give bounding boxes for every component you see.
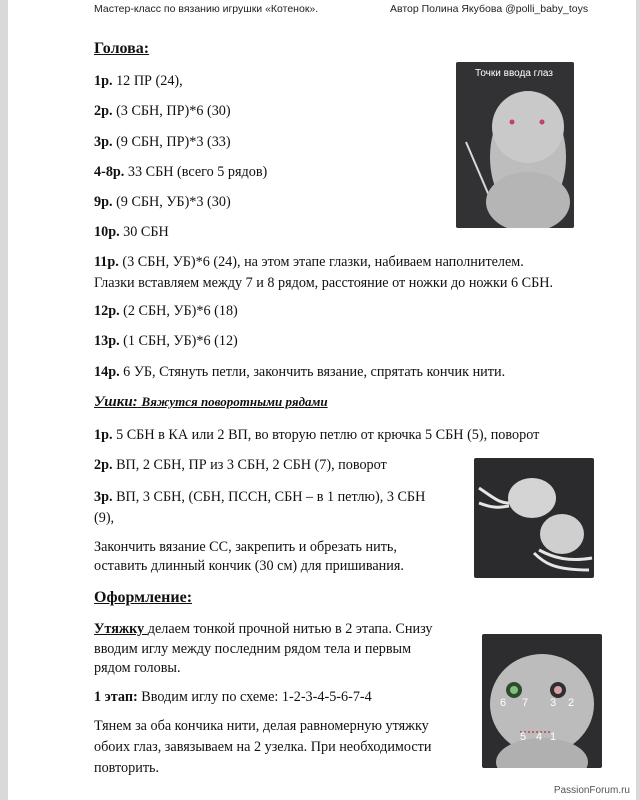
photo-tightening-scheme [482,634,602,768]
head-row-9 [94,191,231,213]
section-title-design: Оформление: [94,589,193,606]
ears-row-2 [94,454,387,476]
section-title-ears [94,394,328,411]
row-text: (3 СБН, ПР)*6 (30) [112,103,231,119]
row-text: Закончить вязание СС, закрепить и обрезать нить, [94,539,397,555]
ears-row-3 [94,486,425,508]
row-num: 10р. [94,224,120,240]
ears-row-1 [94,424,539,446]
row-text: 5 СБН в КА или 2 ВП, во вторую петлю от крючка 5 СБН (5), поворот [112,427,540,443]
stage-text: Вводим иглу по схеме: 1-2-3-4-5-6-7-4 [137,689,372,705]
row-num: 3р. [94,134,113,150]
row-num: 4-8р. [94,164,125,180]
header-right: Автор Полина Якубова @polli_baby_toys [390,3,589,15]
ears-finish-2 [94,555,404,577]
row-num: 9р. [94,194,113,210]
stage-label: 1 этап: [94,689,138,705]
toy-head-image [456,62,574,228]
row-text: (9 СБН, УБ)*3 (30) [112,194,231,210]
design-text: Тянем за оба кончика нити, делая равномерную утяжку [94,718,429,734]
row-num: 14р. [94,364,120,380]
row-text: оставить длинный кончик (30 см) для пришивания. [94,558,404,574]
photo-eye-points [456,62,574,228]
photo-ears [474,458,594,578]
photo-caption: Точки ввода глаз [475,68,553,79]
design-text: повторить. [94,760,160,776]
head-row-14 [94,361,505,383]
design-p1-line3 [94,657,181,679]
design-text: обоих глаз, завязываем на 2 узелка. При необходимости [94,739,432,755]
row-text: (9 СБН, ПР)*3 (33) [112,134,231,150]
design-stage-1 [94,686,372,708]
head-row-3 [94,131,231,153]
design-text: рядом головы. [94,660,181,676]
row-num: 1р. [94,73,113,89]
design-p1-line1 [94,618,432,640]
design-text: вводим иглу между последним рядом тела и первым [94,641,412,657]
row-num: 12р. [94,303,120,319]
ears-row-3-cont [94,507,114,529]
row-text: 6 УБ, Стянуть петли, закончить вязание, спрятать кончик нити. [119,364,506,380]
row-text: 33 СБН (всего 5 рядов) [124,164,268,180]
ears-image [474,458,594,578]
scheme-label-6: 6 [500,697,507,709]
head-row-12 [94,300,238,322]
row-text: (2 СБН, УБ)*6 (18) [119,303,238,319]
section-title-head: Голова: [94,40,150,57]
scheme-label-7: 7 [522,697,529,709]
row-text: 12 ПР (24), [112,73,183,89]
design-lead: Утяжку [94,621,148,637]
ears-title: Ушки: [94,394,138,410]
scheme-image [482,634,602,768]
head-row-1 [94,70,183,92]
row-text: 30 СБН [119,224,169,240]
design-text: делаем тонкой прочной нитью в 2 этапа. Снизу [147,621,433,637]
scheme-label-3: 3 [550,697,557,709]
row-num: 2р. [94,103,113,119]
watermark: PassionForum.ru [553,785,630,796]
ears-subtitle: Вяжутся поворотными рядами [141,394,328,409]
row-text: ВП, 3 СБН, (СБН, ПССН, СБН – в 1 петлю), 3 СБН [112,489,426,505]
row-num: 11р. [94,254,119,270]
head-row-11 [94,251,524,273]
design-p2-line2 [94,736,431,758]
head-row-10 [94,221,169,243]
row-text: ВП, 2 СБН, ПР из 3 СБН, 2 СБН (7), поворот [112,457,387,473]
row-text: Глазки вставляем между 7 и 8 рядом, расстояние от ножки до ножки 6 СБН. [94,275,554,291]
row-num: 1р. [94,427,113,443]
header-left: Мастер-класс по вязанию игрушки «Котенок». [94,3,319,15]
scheme-label-1: 1 [550,731,557,743]
row-num: 13р. [94,333,120,349]
document-page [8,0,636,800]
head-row-2 [94,100,231,122]
row-num: 3р. [94,489,113,505]
head-row-13 [94,330,238,352]
scheme-label-4: 4 [536,731,543,743]
row-num: 2р. [94,457,113,473]
row-text: (9), [94,510,115,526]
design-p2-line3 [94,757,159,779]
head-row-4-8 [94,161,267,183]
row-text: (3 СБН, УБ)*6 (24), на этом этапе глазки, набиваем наполнителем. [118,254,524,270]
row-text: (1 СБН, УБ)*6 (12) [119,333,238,349]
scheme-label-2: 2 [568,697,575,709]
head-row-11-cont [94,272,553,294]
scheme-label-5: 5 [520,731,527,743]
design-p2-line1 [94,715,429,737]
